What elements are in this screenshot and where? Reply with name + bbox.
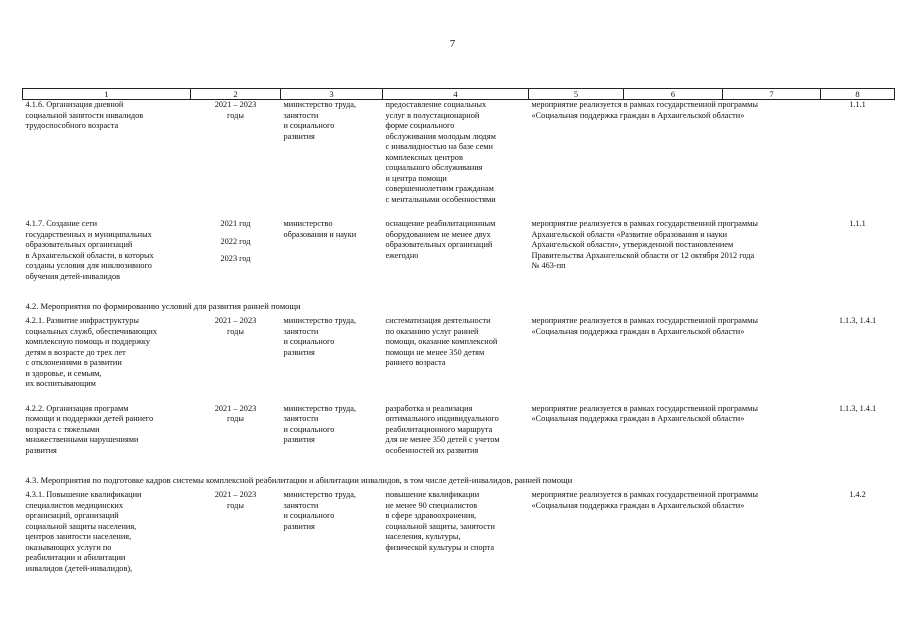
funding-cell [529, 316, 821, 390]
cell-line: комплексную помощь и поддержку [25, 337, 150, 346]
cell-line: совершеннолетним гражданам [385, 184, 494, 193]
cell-line: специалистов медицинских [25, 500, 123, 510]
executor-cell [281, 316, 383, 390]
cell-line: для не менее 350 детей с учетом [385, 435, 500, 444]
header-cell-6: 6 [624, 89, 723, 100]
measure-name-cell [23, 316, 191, 390]
cell-line: «Социальная поддержка граждан в Архангельской области» [531, 500, 745, 510]
cell-line: в сфере здравоохранения, [385, 511, 477, 520]
row-spacer [23, 574, 895, 588]
cell-line: министерство [283, 219, 333, 228]
cell-line: и социального [283, 121, 335, 130]
cell-line: развития [283, 347, 315, 357]
cell-line: физической культуры и спорта [385, 542, 495, 552]
period-cell [191, 100, 281, 206]
cell-line: раннего возраста [385, 358, 446, 367]
funding-cell [529, 404, 821, 457]
header-cell-5: 5 [529, 89, 624, 100]
cell-line: 2021 год [220, 219, 251, 228]
row-spacer [23, 205, 895, 219]
cell-line: социальной защиты, занятости [385, 521, 495, 531]
measures-table [22, 88, 895, 588]
cell-line: множественными нарушениями [25, 435, 139, 444]
cell-line: обслуживания молодым людям [385, 131, 496, 141]
cell-line: министерство труда, [283, 316, 356, 325]
cell-line: трудоспособного возраста [25, 121, 119, 130]
cell-line: годы [227, 326, 244, 336]
cell-line: занятости [283, 500, 319, 510]
cell-line: образования и науки [283, 229, 357, 239]
table-row [23, 316, 895, 390]
funding-cell [529, 100, 821, 206]
cell-line: реабилитационного маршрута [385, 424, 493, 434]
cell-line: инвалидов (детей-инвалидов), [25, 563, 133, 573]
cell-line: государственных и муниципальных [25, 229, 152, 239]
row-spacer [23, 282, 895, 296]
indicator-cell: 1.1.1 [849, 219, 866, 228]
spacer-cell [23, 574, 895, 588]
cell-line: министерство труда, [283, 100, 356, 109]
cell-line: 2023 год [220, 254, 251, 263]
spacer-cell [23, 282, 895, 296]
cell-line: развития [25, 445, 57, 455]
cell-line: занятости [283, 326, 319, 336]
cell-line: годы [227, 414, 244, 423]
cell-line: оборудованием не менее двух [385, 229, 491, 239]
cell-line: 4.2.2. Организация программ [25, 403, 129, 413]
row-spacer [23, 456, 895, 470]
cell-line: № 463-пп [531, 261, 566, 270]
cell-line: помощи, оказание комплексной [385, 337, 498, 346]
cell-line: особенностей их развития [385, 445, 479, 455]
cell-line: образовательных организаций [25, 240, 133, 249]
cell-line: и социального [283, 337, 335, 346]
result-cell [383, 316, 529, 390]
cell-line: помощи не менее 350 детям [385, 347, 485, 357]
result-cell [383, 219, 529, 282]
cell-line: годы [227, 110, 244, 120]
cell-line: разработка и реализация [385, 403, 473, 413]
funding-cell [529, 219, 821, 282]
period-cell [191, 219, 281, 282]
cell-line: мероприятие реализуется в рамках государственной программы [531, 403, 758, 413]
spacer-cell [23, 456, 895, 470]
cell-line: Архангельской области «Развитие образования и науки [531, 229, 728, 239]
table-row [23, 100, 895, 206]
cell-line: ежегодно [385, 250, 419, 260]
table-row [23, 404, 895, 457]
cell-line: по оказанию услуг ранней [385, 326, 479, 336]
cell-line: развития [283, 435, 315, 444]
indicator-cell: 1.1.3, 1.4.1 [838, 316, 877, 325]
result-cell [383, 100, 529, 206]
cell-line: населения, культуры, [385, 532, 461, 541]
header-cell-2: 2 [191, 89, 281, 100]
header-cell-7: 7 [723, 89, 821, 100]
cell-line: обучения детей-инвалидов [25, 271, 121, 281]
cell-line: «Социальная поддержка граждан в Архангельской области» [531, 326, 745, 336]
spacer-cell [23, 205, 895, 219]
section-heading: 4.3. Мероприятия по подготовке кадров системы комплексной реабилитации и абилитации инвалидов, в том числе детей-инвалидов, ранней помощи [25, 474, 573, 485]
cell-line: 4.1.7. Создание сети [25, 219, 98, 228]
cell-line: с отклонениями в развитии [25, 358, 122, 367]
executor-cell [281, 490, 383, 574]
section-row [23, 470, 895, 490]
cell-line: «Социальная поддержка граждан в Архангельской области» [531, 110, 745, 120]
cell-line: оптимального индивидуального [385, 414, 499, 423]
cell-line: организаций, организаций [25, 511, 119, 520]
header-cell-8: 8 [821, 89, 895, 100]
cell-line: повышение квалификации [385, 490, 480, 499]
header-row [23, 89, 895, 100]
cell-line: образовательных организаций [385, 240, 493, 249]
result-cell [383, 404, 529, 457]
cell-line: систематизация деятельности [385, 316, 491, 325]
period-cell [191, 490, 281, 574]
cell-line: социальных служб, обеспечивающих [25, 326, 158, 336]
cell-line: социального обслуживания [385, 163, 483, 172]
cell-line: 2021 – 2023 [214, 490, 257, 499]
cell-line: 2021 – 2023 [214, 100, 257, 109]
cell-line: не менее 90 специалистов [385, 500, 478, 510]
cell-line: мероприятие реализуется в рамках государственной программы [531, 490, 758, 499]
cell-line: оснащение реабилитационным [385, 219, 496, 228]
cell-line: мероприятие реализуется в рамках государственной программы [531, 316, 758, 325]
result-cell [383, 490, 529, 574]
cell-line: центров занятости населения, [25, 532, 132, 541]
cell-line: социальной занятости инвалидов [25, 110, 144, 120]
header-cell-4: 4 [383, 89, 529, 100]
measure-name-cell [23, 490, 191, 574]
table-row [23, 219, 895, 282]
cell-line: министерство труда, [283, 403, 356, 413]
cell-line: мероприятие реализуется в рамках государственной программы [531, 219, 758, 228]
cell-line: 4.2.1. Развитие инфраструктуры [25, 316, 139, 325]
cell-line: занятости [283, 110, 319, 120]
cell-line: с инвалидностью на базе семи [385, 142, 493, 151]
cell-line: 2021 – 2023 [214, 403, 257, 413]
cell-line: комплексных центров [385, 152, 463, 162]
funding-cell [529, 490, 821, 574]
cell-line: занятости [283, 414, 319, 423]
cell-line: социальной защиты населения, [25, 521, 137, 531]
cell-line: детям в возрасте до трех лет [25, 347, 126, 357]
cell-line: 4.3.1. Повышение квалификации [25, 490, 142, 499]
cell-line: форме социального [385, 121, 455, 130]
cell-line: реабилитации и абилитации [25, 553, 126, 562]
indicator-cell: 1.1.3, 1.4.1 [838, 403, 877, 413]
cell-line: возраста с тяжелыми [25, 424, 100, 434]
cell-line: услуг в полустационарной [385, 110, 480, 120]
cell-line: в Архангельской области, в которых [25, 250, 154, 260]
cell-line: 2022 год [220, 236, 251, 246]
table-body [23, 100, 895, 589]
cell-line: помощи и поддержки детей раннего [25, 414, 154, 423]
cell-line: оказывающих услуги по [25, 542, 112, 552]
executor-cell [281, 100, 383, 206]
page-number: 7 [449, 38, 456, 50]
cell-line: с ментальными особенностями [385, 194, 496, 204]
section-row [23, 296, 895, 316]
cell-line: мероприятие реализуется в рамках государственной программы [531, 100, 758, 109]
cell-line: министерство труда, [283, 490, 356, 499]
cell-line: годы [227, 500, 244, 510]
cell-line: Архангельской области», утвержденной постановлением [531, 240, 734, 249]
cell-line: 4.1.6. Организация дневной [25, 100, 124, 109]
measure-name-cell [23, 100, 191, 206]
cell-line: и социального [283, 424, 335, 434]
cell-line: развития [283, 131, 315, 141]
section-heading: 4.2. Мероприятия по формированию условий для развития ранней помощи [25, 300, 301, 311]
cell-line: и здоровье, и семьям, [25, 368, 102, 378]
cell-line: и социального [283, 511, 335, 520]
period-cell [191, 404, 281, 457]
period-cell [191, 316, 281, 390]
header-cell-1: 1 [23, 89, 191, 100]
indicator-cell: 1.1.1 [849, 100, 866, 109]
measure-name-cell [23, 404, 191, 457]
table-row [23, 490, 895, 574]
header-cell-3: 3 [281, 89, 383, 100]
cell-line: развития [283, 521, 315, 531]
cell-line: «Социальная поддержка граждан в Архангельской области» [531, 414, 745, 423]
cell-line: их воспитывающим [25, 379, 96, 388]
indicator-cell: 1.4.2 [849, 490, 866, 499]
executor-cell [281, 404, 383, 457]
cell-line: Правительства Архангельской области от 12 октября 2012 года [531, 250, 755, 260]
cell-line: 2021 – 2023 [214, 316, 257, 325]
executor-cell [281, 219, 383, 282]
spacer-cell [23, 390, 895, 404]
cell-line: и центра помощи [385, 173, 447, 183]
cell-line: предоставление социальных [385, 100, 487, 109]
row-spacer [23, 390, 895, 404]
cell-line: созданы условия для инклюзивного [25, 261, 152, 270]
measure-name-cell [23, 219, 191, 282]
